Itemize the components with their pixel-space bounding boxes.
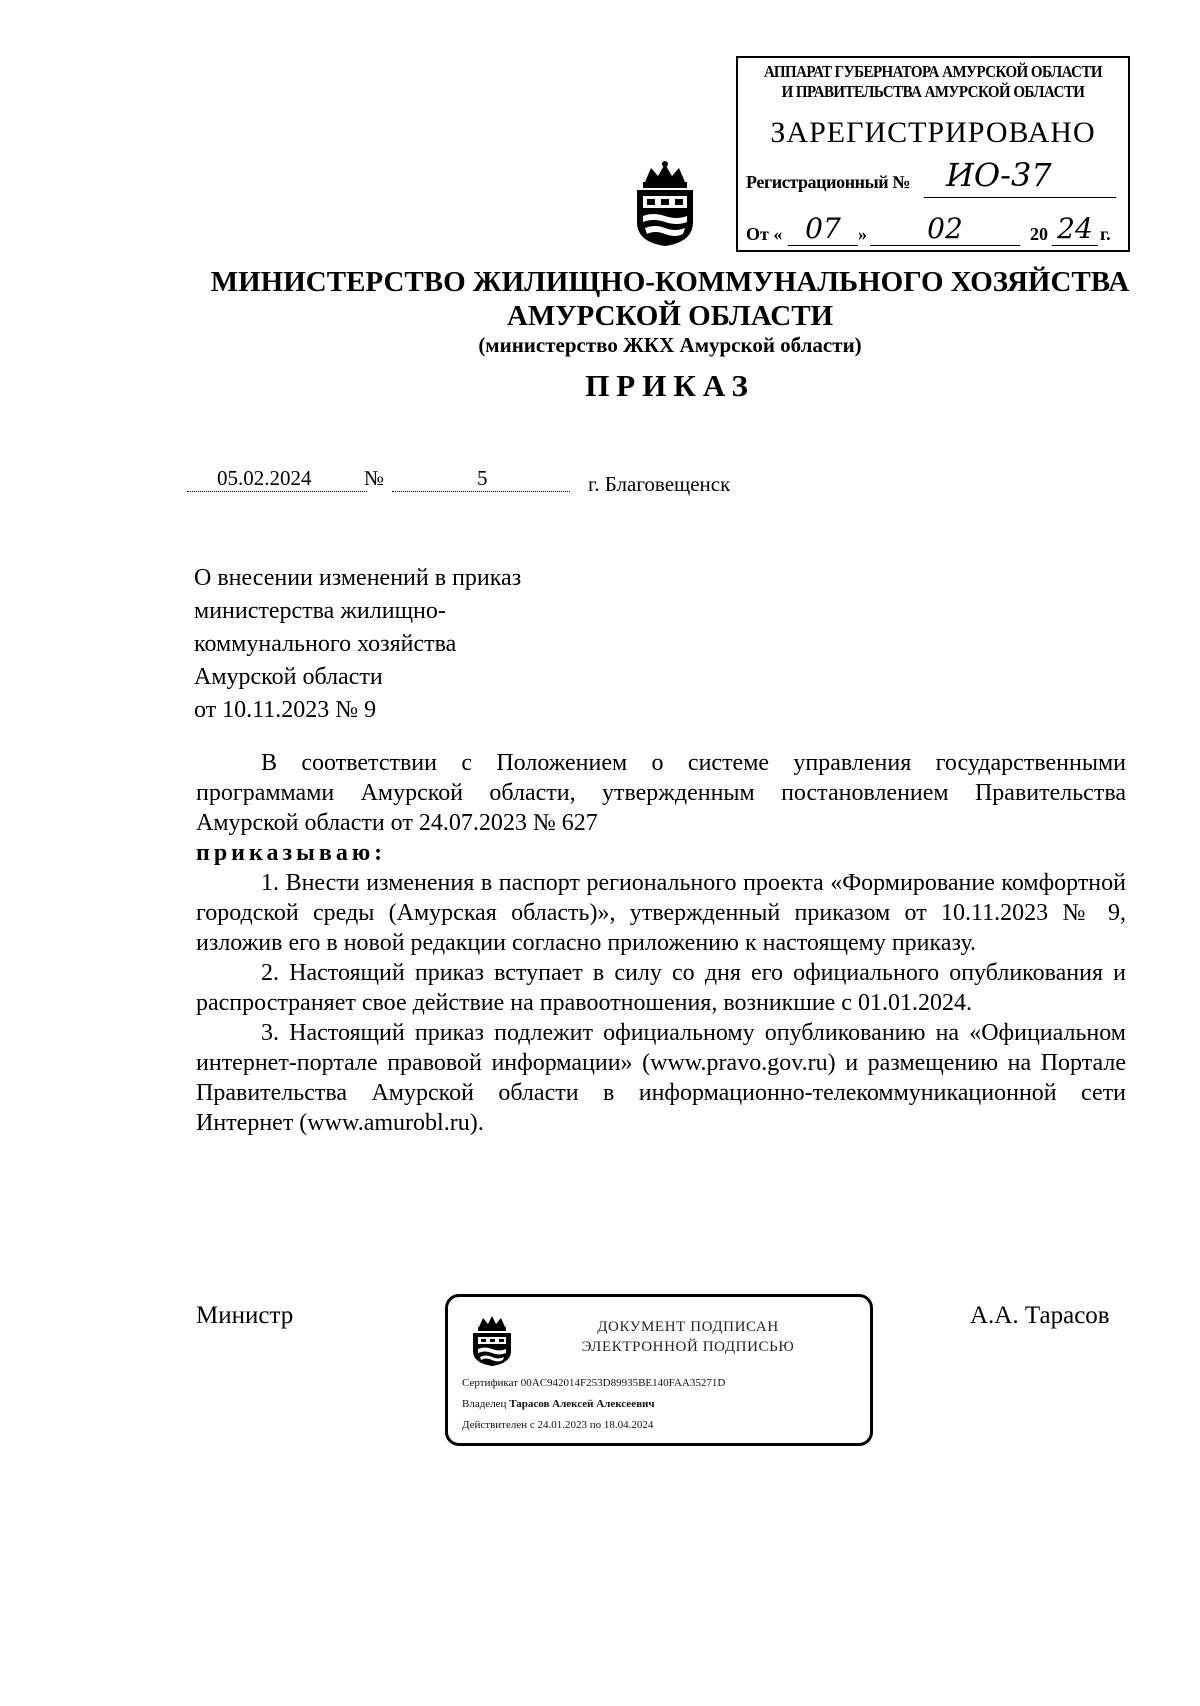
ministry-title-line-1: МИНИСТЕРСТВО ЖИЛИЩНО-КОММУНАЛЬНОГО ХОЗЯЙСТВА bbox=[210, 266, 1130, 298]
order-number: 5 bbox=[392, 466, 570, 492]
registration-stamp bbox=[736, 56, 1130, 252]
order-subject bbox=[194, 562, 614, 727]
stamp-date-suffix: г. bbox=[1100, 224, 1111, 244]
subject-line-3: коммунального хозяйства bbox=[194, 631, 457, 657]
stamp-date-year-suffix: 24 bbox=[1052, 212, 1098, 246]
document-type: ПРИКАЗ bbox=[585, 368, 755, 403]
subject-line-1: О внесении изменений в приказ bbox=[194, 565, 522, 591]
ministry-title-line-2: АМУРСКОЙ ОБЛАСТИ bbox=[506, 300, 834, 332]
stamp-date-prefix: От « bbox=[746, 224, 783, 244]
esign-valid-label: Действителен с bbox=[462, 1419, 535, 1431]
esign-coat-of-arms-icon bbox=[470, 1315, 514, 1367]
item-1-paragraph: 1. Внести изменения в паспорт регионального проекта «Формирование комфортной городской среды (Амурская область)», утвержденный приказом от 10.11.2023 № 9, изложив его в новой редакции согласно приложению к настоящему приказу. bbox=[196, 870, 1126, 956]
order-number-label: № bbox=[364, 466, 385, 490]
esign-valid-to: 18.04.2024 bbox=[603, 1419, 654, 1431]
esign-heading-1: ДОКУМЕНТ ПОДПИСАН bbox=[597, 1319, 779, 1335]
preamble-paragraph: В соответствии с Положением о системе управления государственными программами Амурской области, утвержденным постановлением Правительства Амурской области от 24.07.2023 № 627 bbox=[196, 750, 1126, 836]
electronic-signature-stamp bbox=[445, 1294, 873, 1446]
item-2-paragraph: 2. Настоящий приказ вступает в силу со дня его официального опубликования и распространяет свое действие на правоотношения, возникшие с 01.01.2024. bbox=[196, 960, 1126, 1016]
esign-certificate bbox=[462, 1377, 725, 1389]
subject-line-4: Амурской области bbox=[194, 664, 383, 690]
esign-owner bbox=[462, 1398, 655, 1410]
ministry-short-name: (министерство ЖКХ Амурской области) bbox=[478, 333, 862, 357]
item-3-paragraph: 3. Настоящий приказ подлежит официальному опубликованию на «Официальном интернет-портале правовой информации» (www.pravo.gov.ru) и размещению на Портале Правительства Амурской области в информационно-телекоммуникационной сети Интернет (www.amurobl.ru). bbox=[196, 1020, 1126, 1136]
esign-valid-from: 24.01.2023 bbox=[537, 1419, 588, 1431]
stamp-date-year-prefix: 20 bbox=[1030, 224, 1048, 244]
stamp-date-quote: » bbox=[858, 224, 867, 244]
stamp-date-row bbox=[746, 212, 1126, 254]
esign-heading-2: ЭЛЕКТРОННОЙ ПОДПИСЬЮ bbox=[581, 1339, 795, 1355]
order-city: г. Благовещенск bbox=[588, 472, 731, 496]
stamp-date-day: 07 bbox=[788, 212, 858, 246]
signatory-name: А.А. Тарасов bbox=[970, 1302, 1110, 1329]
stamp-number-label: Регистрационный № bbox=[746, 172, 911, 192]
esign-cert-label: Сертификат bbox=[462, 1377, 518, 1389]
order-word bbox=[196, 838, 1126, 868]
stamp-date-month: 02 bbox=[870, 212, 1020, 246]
esign-cert-value: 00AC942014F253D89935BE140FAA35271D bbox=[520, 1377, 726, 1389]
order-word-text: приказываю: bbox=[196, 840, 387, 866]
esign-validity bbox=[462, 1419, 653, 1431]
signatory-title: Министр bbox=[196, 1302, 294, 1329]
esign-owner-value: Тарасов Алексей Алексеевич bbox=[509, 1398, 655, 1410]
esign-owner-label: Владелец bbox=[462, 1398, 507, 1410]
subject-line-2: министерства жилищно- bbox=[194, 598, 446, 624]
stamp-number-value: ИО-37 bbox=[924, 156, 1116, 198]
subject-line-5: от 10.11.2023 № 9 bbox=[194, 697, 377, 723]
stamp-line-1: АППАРАТ ГУБЕРНАТОРА АМУРСКОЙ ОБЛАСТИ bbox=[763, 62, 1103, 81]
stamp-title: ЗАРЕГИСТРИРОВАНО bbox=[770, 116, 1096, 149]
esign-valid-to-label: по bbox=[589, 1419, 602, 1431]
stamp-line-2: И ПРАВИТЕЛЬСТВА АМУРСКОЙ ОБЛАСТИ bbox=[781, 82, 1085, 101]
amur-coat-of-arms-icon bbox=[631, 160, 699, 248]
order-body bbox=[196, 748, 1126, 1138]
order-date: 05.02.2024 bbox=[187, 466, 367, 492]
